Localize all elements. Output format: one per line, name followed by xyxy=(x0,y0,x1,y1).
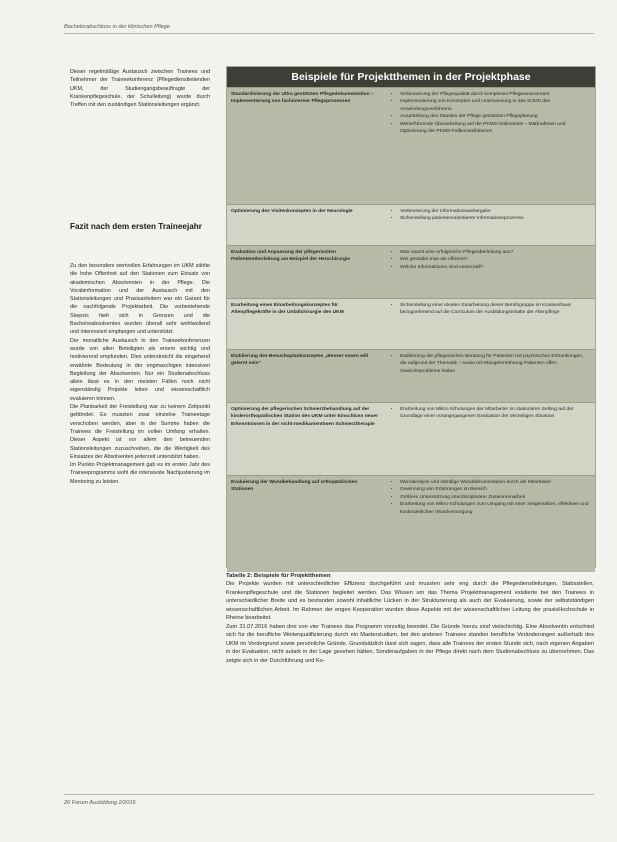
body-paragraph: Die Projekte wurden mit unterschiedlicher Effizienz durchgeführt und mussten sehr eng durch die Pflegedienstleitungen, Stabsstellen, Krankenpflegeschule und die Stationen begleitet werden. Das Wissen um das Thema Projektmanagement existierte bei den Trainees in unterschiedlicher Breite und es bestanden sowohl inhaltliche Lücken in der Strukturierung als auch der Evaluierung, sowie der selbstständigen wissenschaftlichen Arbeit. Im Rahmen der engen Kooperation wurden diese Aspekte mit der wissenschaftlichen Leitung der praxisHochschule in Rheine bearbeitet. xyxy=(226,581,594,621)
table-caption: Tabelle 2: Beispiele für Projektthemen xyxy=(226,573,331,579)
bullet-item: • Gewinnung von Erfahrungen im Bereich xyxy=(400,486,591,493)
section-heading: Fazit nach dem ersten Traineejahr xyxy=(70,222,202,231)
topic-cell: Etablierung des Besuchsplankonzeptes „Besser essen will gelernt sein“ xyxy=(231,354,368,367)
points-cell xyxy=(383,403,595,475)
table-row xyxy=(227,402,595,475)
bullet-item: • Was macht eine erfolgreiche Pflegeüberleitung aus? xyxy=(400,249,591,256)
points-cell xyxy=(383,350,595,402)
bullet-item: • Größere Unterstützung interdisziplinärer Zusammenarbeit xyxy=(400,494,591,501)
table-row xyxy=(227,204,595,245)
bullet-item: • Implementierung von Konzepten und Unterweisung in das Schritt des Anwendungsverfahrens xyxy=(400,98,591,113)
topic-cell: Optimierung des Visitenkonzeptes in der Neurologie xyxy=(231,209,353,214)
topic-cell: Erarbeitung eines Einarbeitungskonzeptes für Altenpflegekräfte in der Unfallchirurgie des UKM xyxy=(231,303,344,316)
table-row xyxy=(227,475,595,572)
left-column-body xyxy=(70,262,210,486)
body-paragraph: Zu den besonders wertvollen Erfahrungen im UKM zählte die hohe Offenheit auf den Stationen zum Einsatz von akademischen Absolventen in der Pflege. Die Vorabinformation und der Austausch mit den Stationsleitungen und Praxisanleitern war ein Garant für die nachfolgende Projektarbeit. Die vorbestehende Skepsis hielt sich in Grenzen und die Bachelorabsolventen wurden überall sehr wohlwollend und interessiert empfangen und unterstützt. xyxy=(70,263,210,336)
body-paragraph: Zum 31.07.2016 haben drei von vier Trainees das Programm vorzeitig beendet. Die Gründe hierzu sind vielschichtig. Eine Absolventin entschied sich für die berufliche Weiterqualifizierung durch ein Masterstudium, bei den anderen Trainees standen berufliche Veränderungen außerhalb des UKM im Vordergrund sowie persönliche Gründe. Grundsätzlich lässt sich sagen, dass alle Trainees der ersten Stunde sich, nach eigenen Angaben in der Evaluation, nicht autark in der Lage gesehen hätten, Sonderaufgaben in der Pflege direkt nach dem Studienabschluss zu übernehmen. Das zeigte sich in der Durchführung und Ko- xyxy=(226,623,594,664)
topic-cell: Evaluierung der Wundbehandlung auf orthopädischen Stationen xyxy=(231,480,358,493)
body-paragraph: Die Planbarkeit der Freistellung war zu keinem Zeitpunkt gefährdet. Es mussten zwar einzelne Traineetage verschoben werden, aber in der Summe haben die Trainees die Freistellung im vollen Umfang erhalten. Dieser Aspekt ist vor allem den betreuenden Stationsleitungen zuzuschreiben, die die Wertigkeit des Einsatzes der Absolventen jederzeit unterstützt haben. xyxy=(70,404,210,460)
topic-cell: Evaluation und Anpassung der pflegerischen Patientenüberleitung am Beispiel der Herzchirurgie xyxy=(231,250,351,263)
bullet-item: • Sicherstellung einer idealen Einarbeitung dieser Berufsgruppe im Krankenhaus bezugnehmend auf die Curriculum der Ausbildungsinhalte der Altenpflege xyxy=(400,302,591,317)
bullet-item: • Erarbeitung von Mikro-Schulungen der Mitarbeiter im stationären Setting auf der Grundlage einer vorangegangenen Evaluation der derzeitigen Situation xyxy=(400,406,591,421)
bullet-item: • Welche Informationen sind essenziell? xyxy=(400,264,591,271)
points-cell xyxy=(383,476,595,572)
left-column-intro xyxy=(70,68,210,109)
project-topics-table xyxy=(226,66,596,568)
bullet-item: • Sicherstellung patientenorientierter Informationsprozesse xyxy=(400,215,591,222)
topic-cell: Optimierung der pflegerischen Schmerzbehandlung auf der kinderorthopädischen Station des UKM unter Einschluss neuer Erkenntnissen in der nicht-medikamentösen Schmerztherapie xyxy=(231,407,379,427)
table-row xyxy=(227,87,595,204)
table-title: Beispiele für Projektthemen in der Projektphase xyxy=(227,67,595,87)
table-row xyxy=(227,298,595,349)
bullet-item: • Etablierung der pflegerischen Beratung für Patienten mit psychischen Erkrankungen, die aufgrund der Thematik – sowie mit Mangelernährung Patienten offen Gewichtsprobleme leiden xyxy=(400,353,591,375)
topic-cell: Standardisierung der Ultra gestützten Pflegedokumentation – Implementierung von fachinterner Pflegeprozessen xyxy=(231,92,374,105)
body-paragraph: Im Punkto Projektmanagement gab es im ersten Jahr des Traineeprogramms wohl die intensivste Nachjustierung im Mentoring zu leisten. xyxy=(70,462,210,485)
footer-divider xyxy=(64,794,594,795)
running-head: Bachelorabschluss in der klinischen Pflege xyxy=(64,24,171,30)
body-paragraph: Der monatliche Austausch in den Traineekonferenzen wurde von allen Beteiligten als enorm wichtig und motivierend empfunden. Dies unterstreicht die eingehend erwähnte Bedeutung in der engmaschigen intensiven Begleitung der Absolventen. Nur ein Studienabschluss allein lässt es in den meisten Fällen noch nicht eigenständig Projekte leiten und wissenschaftlich evaluieren können. xyxy=(70,337,210,402)
right-body-text xyxy=(226,580,594,665)
table-row xyxy=(227,245,595,298)
table-row xyxy=(227,349,595,402)
intro-paragraph: Dieser regelmäßige Austausch zwischen Trainees und Teilnehmer der Traineekonferenz (Pflegedienstleitenden UKM, der Studiengangsbeauftragte der Krankenpflegeschule, der Schulleitung) wurde durch Treffen mit den zuständigen Stationsleitungen ergänzt. xyxy=(70,69,210,109)
points-cell xyxy=(383,246,595,298)
points-cell xyxy=(383,88,595,204)
header-divider xyxy=(64,33,594,34)
bullet-item: • Erarbeitung von Mikro-Schulungen zum Umgang mit einer zeitgemäßen, effektiven und kontinuierlichen Wundversorgung xyxy=(400,501,591,516)
bullet-item: • Verbesserung der Informationsweitergabe xyxy=(400,208,591,215)
bullet-item: • Weiterführende Überarbeitung auf die PKMS-Onlinetools – Maßnahmen und Optimierung der PKMS-Fallkonstellationen xyxy=(400,121,591,136)
bullet-item: • Wundanalyse und ständige Wunddokumentation durch die Mitarbeiter xyxy=(400,479,591,486)
bullet-item: • Wie gestaltet man sie effizient? xyxy=(400,256,591,263)
bullet-item: • Verbesserung der Pflegequalität durch komplexes Pflegeassessment xyxy=(400,91,591,98)
bullet-item: • Ausarbeitung des Standes der Pflege gestützten Pflegeplanung xyxy=(400,113,591,120)
page-footer: 26 Forum Ausbildung 2/2016 xyxy=(64,800,136,806)
points-cell xyxy=(383,205,595,245)
points-cell xyxy=(383,299,595,349)
